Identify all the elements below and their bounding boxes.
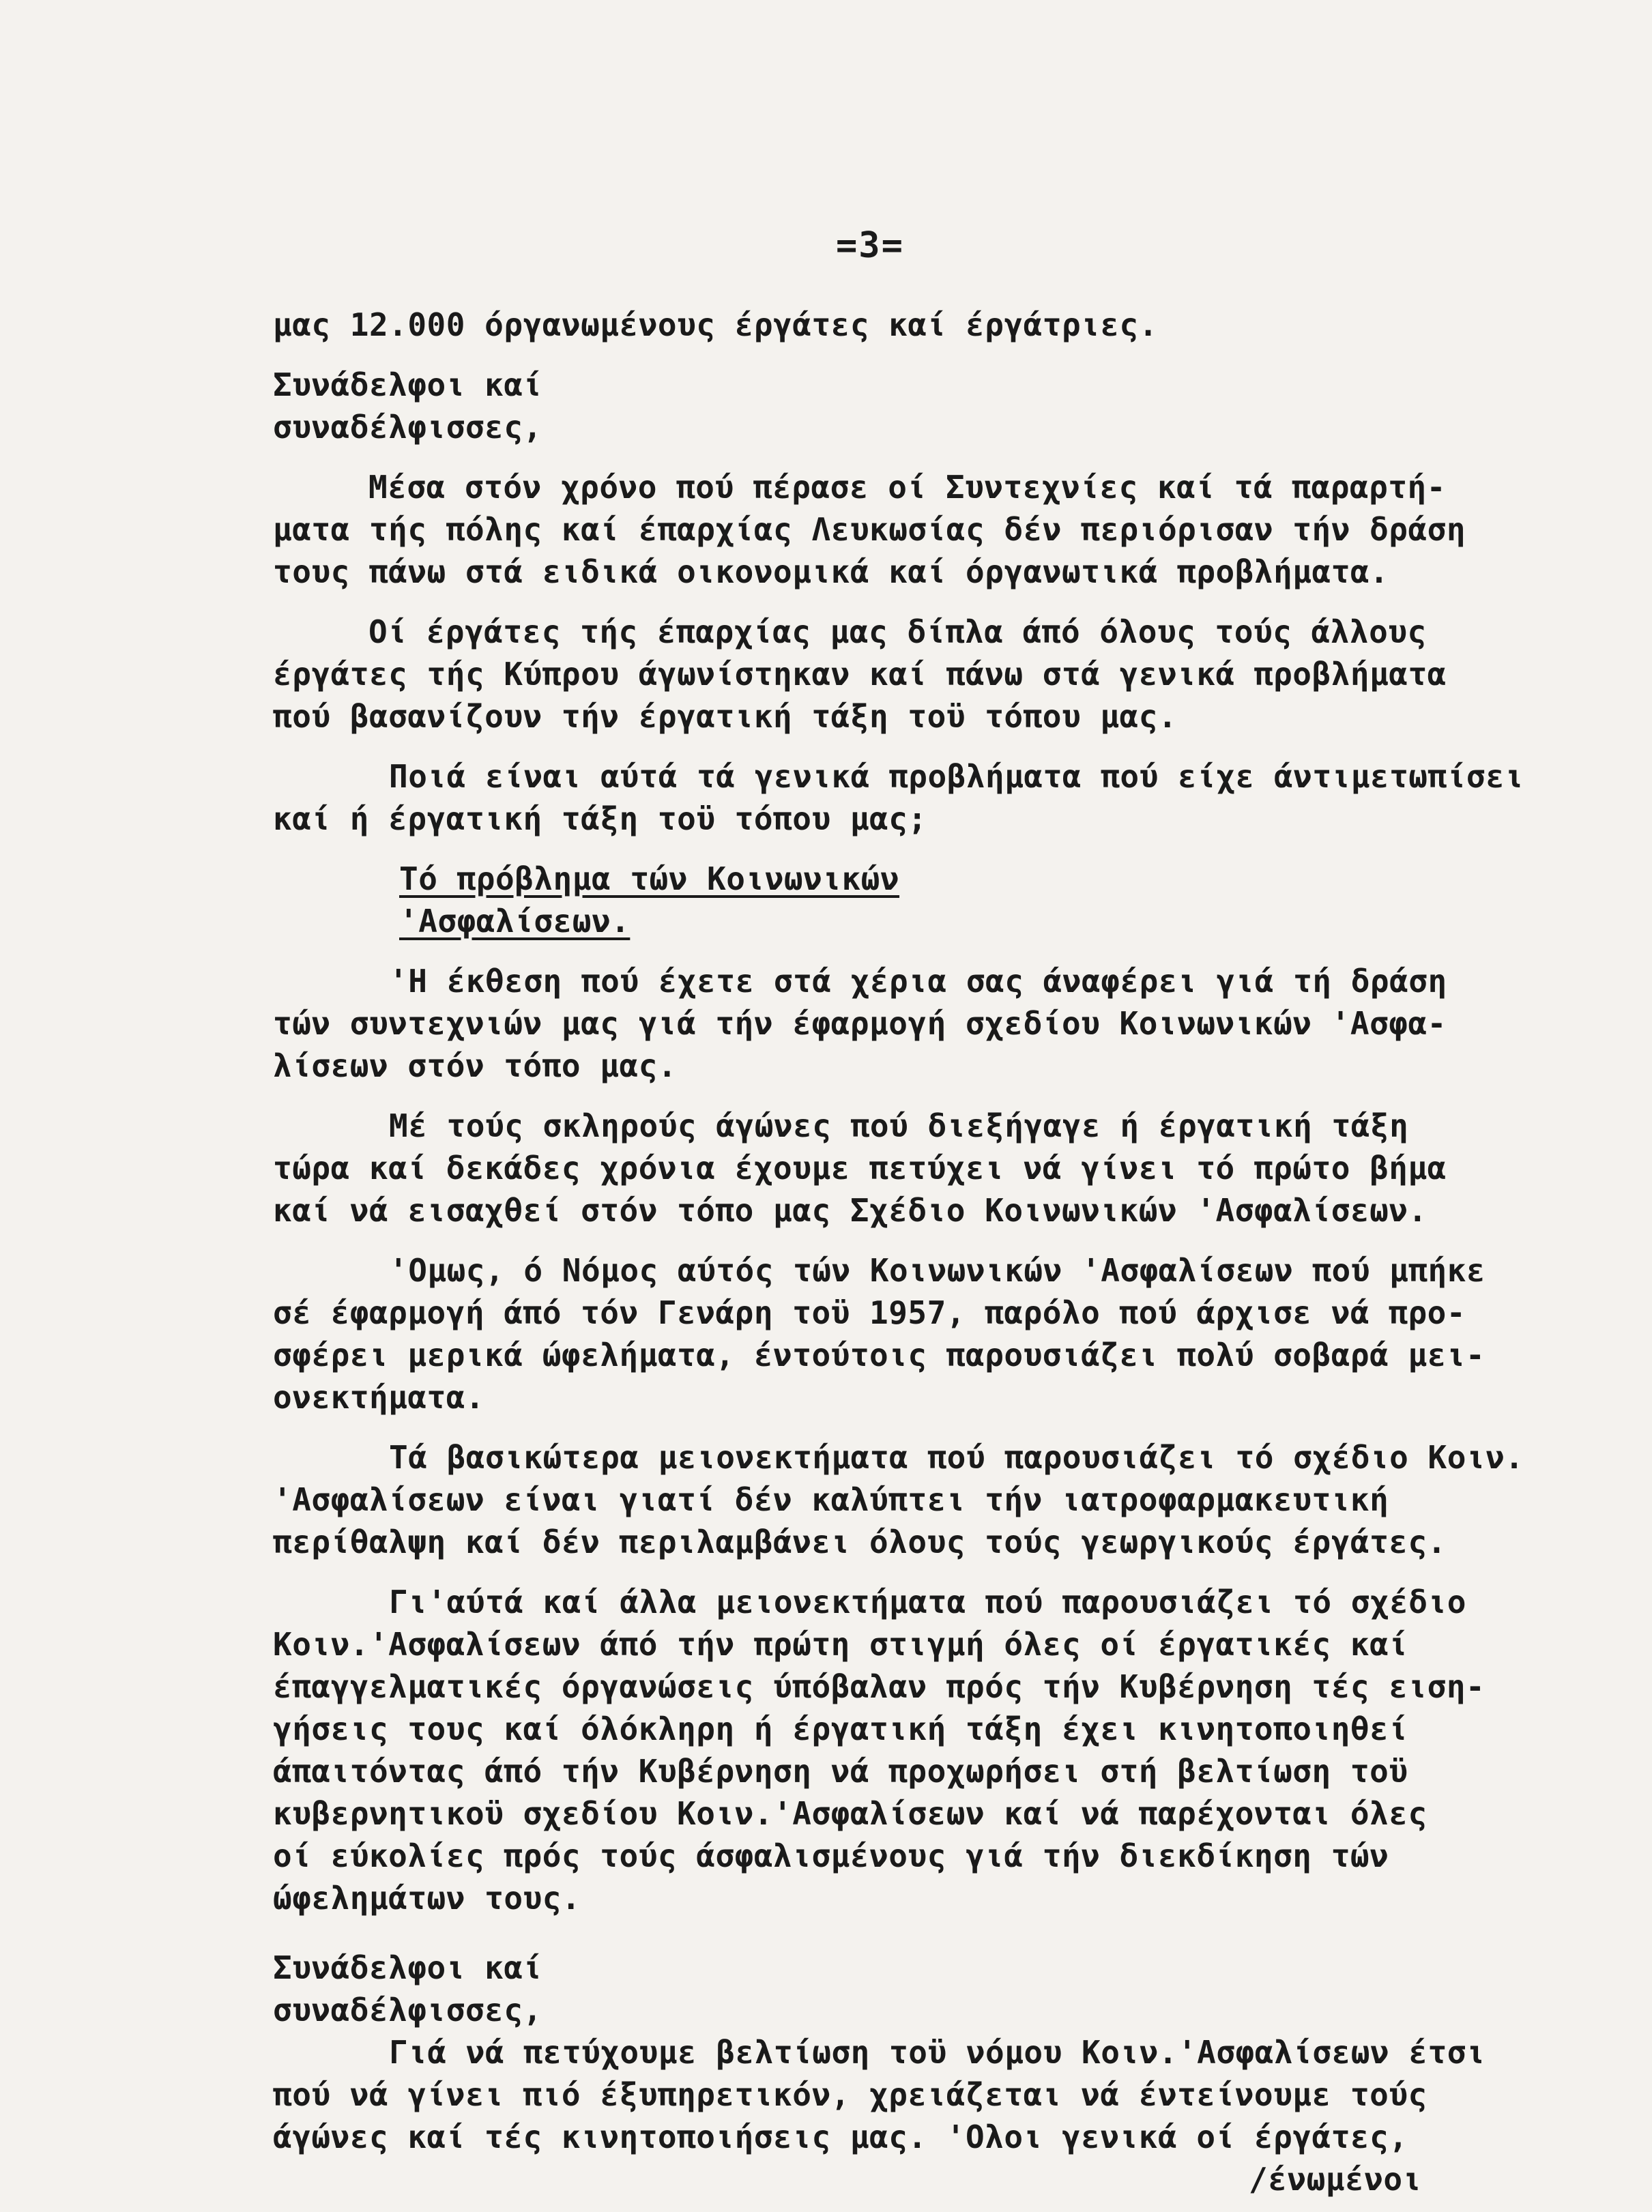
document-body [273,304,1563,2200]
paragraph-line: τών συντεχνιών μας γιά τήν έφαρμογή σχεδίου Κοινωνικών 'Ασφα- [273,1005,1447,1042]
section-heading: 'Ασφαλίσεων. [399,903,631,940]
paragraph-line: άγώνες καί τές κινητοποιήσεις μας. 'Ολοι γενικά οί έργάτες, [273,2119,1408,2155]
paragraph-line: Οί έργάτες τής έπαρχίας μας δίπλα άπό όλους τούς άλλους [368,613,1427,650]
salutation-line: Συνάδελφοι καί [273,1949,542,1986]
paragraph-line: Τά βασικώτερα μειονεκτήματα πού παρουσιάζει τό σχέδιο Κοιν. [389,1439,1524,1476]
paragraph-line: Μέ τούς σκληρούς άγώνες πού διεξήγαγε ή έργατική τάξη [389,1107,1409,1144]
paragraph-line: ματα τής πόλης καί έπαρχίας Λευκωσίας δέν περιόρισαν τήν δράση [273,511,1466,548]
salutation-line: συναδέλφισσες, [273,409,542,446]
paragraph-line: έργάτες τής Κύπρου άγωνίστηκαν καί πάνω στά γενικά προβλήματα [273,656,1447,693]
paragraph-line: κυβερνητικοϋ σχεδίου Κοιν.'Ασφαλίσεων καί νά παρέχονται όλες [273,1795,1428,1832]
continuation-word: /ένωμένοι [1249,2161,1422,2198]
paragraph-line: πού νά γίνει πιό έξυπηρετικόν, χρειάζεται νά έντείνουμε τούς [273,2076,1428,2113]
paragraph-line: 'Ομως, ό Νόμος αύτός τών Κοινωνικών 'Ασφαλίσεων πού μπήκε [389,1252,1486,1289]
paragraph-line: περίθαλψη καί δέν περιλαμβάνει όλους τούς γεωργικούς έργάτες. [273,1524,1447,1560]
paragraph-line: Γιά νά πετύχουμε βελτίωση τοϋ νόμου Κοιν.'Ασφαλίσεων έτσι [389,2034,1486,2071]
paragraph-line: καί νά εισαχθεί στόν τόπο μας Σχέδιο Κοινωνικών 'Ασφαλίσεων. [273,1192,1428,1229]
paragraph-line: τώρα καί δεκάδες χρόνια έχουμε πετύχει νά γίνει τό πρώτο βήμα [273,1150,1447,1187]
paragraph-line: έπαγγελματικές όργανώσεις ύπόβαλαν πρός τήν Κυβέρνηση τές ειση- [273,1668,1486,1705]
paragraph-line: γήσεις τους καί όλόκληρη ή έργατική τάξη έχει κινητοποιηθεί [273,1711,1408,1747]
paragraph-line: καί ή έργατική τάξη τοϋ τόπου μας; [273,800,927,837]
paragraph-line: σφέρει μερικά ώφελήματα, έντούτοις παρουσιάζει πολύ σοβαρά μει- [273,1337,1486,1373]
paragraph-line: Ποιά είναι αύτά τά γενικά προβλήματα πού είχε άντιμετωπίσει [389,758,1524,795]
text-line: μας 12.000 όργανωμένους έργάτες καί έργάτριες. [273,306,1158,343]
paragraph-line: Μέσα στόν χρόνο πού πέρασε οί Συντεχνίες καί τά παραρτή- [368,469,1446,506]
paragraph-line: τους πάνω στά ειδικά οικονομικά καί όργανωτικά προβλήματα. [273,553,1389,590]
paragraph-line: ονεκτήματα. [273,1379,485,1416]
paragraph-line: 'Η έκθεση πού έχετε στά χέρια σας άναφέρει γιά τή δράση [389,963,1447,1000]
salutation-line: συναδέλφισσες, [273,1992,542,2028]
paragraph-line: λίσεων στόν τόπο μας. [273,1047,678,1084]
paragraph-line: οί εύκολίες πρός τούς άσφαλισμένους γιά τήν διεκδίκηση τών [273,1837,1389,1874]
paragraph-line: άπαιτόντας άπό τήν Κυβέρνηση νά προχωρήσει στή βελτίωση τοϋ [273,1753,1408,1790]
section-heading: Τό πρόβλημα τών Κοινωνικών [399,860,900,897]
paragraph-line: ώφελημάτων τους. [273,1880,581,1917]
paragraph-line: 'Ασφαλίσεων είναι γιατί δέν καλύπτει τήν ιατροφαρμακευτική [273,1481,1389,1518]
paragraph-line: Γι'αύτά καί άλλα μειονεκτήματα πού παρουσιάζει τό σχέδιο [389,1584,1466,1620]
paragraph-line: Κοιν.'Ασφαλίσεων άπό τήν πρώτη στιγμή όλες οί έργατικές καί [273,1626,1408,1663]
paragraph-line: σέ έφαρμογή άπό τόν Γενάρη τοϋ 1957, παρόλο πού άρχισε νά προ- [273,1294,1466,1331]
page-number: =3= [836,225,904,266]
paragraph-line: πού βασανίζουν τήν έργατική τάξη τοϋ τόπου μας. [273,698,1178,735]
salutation-line: Συνάδελφοι καί [273,366,542,403]
